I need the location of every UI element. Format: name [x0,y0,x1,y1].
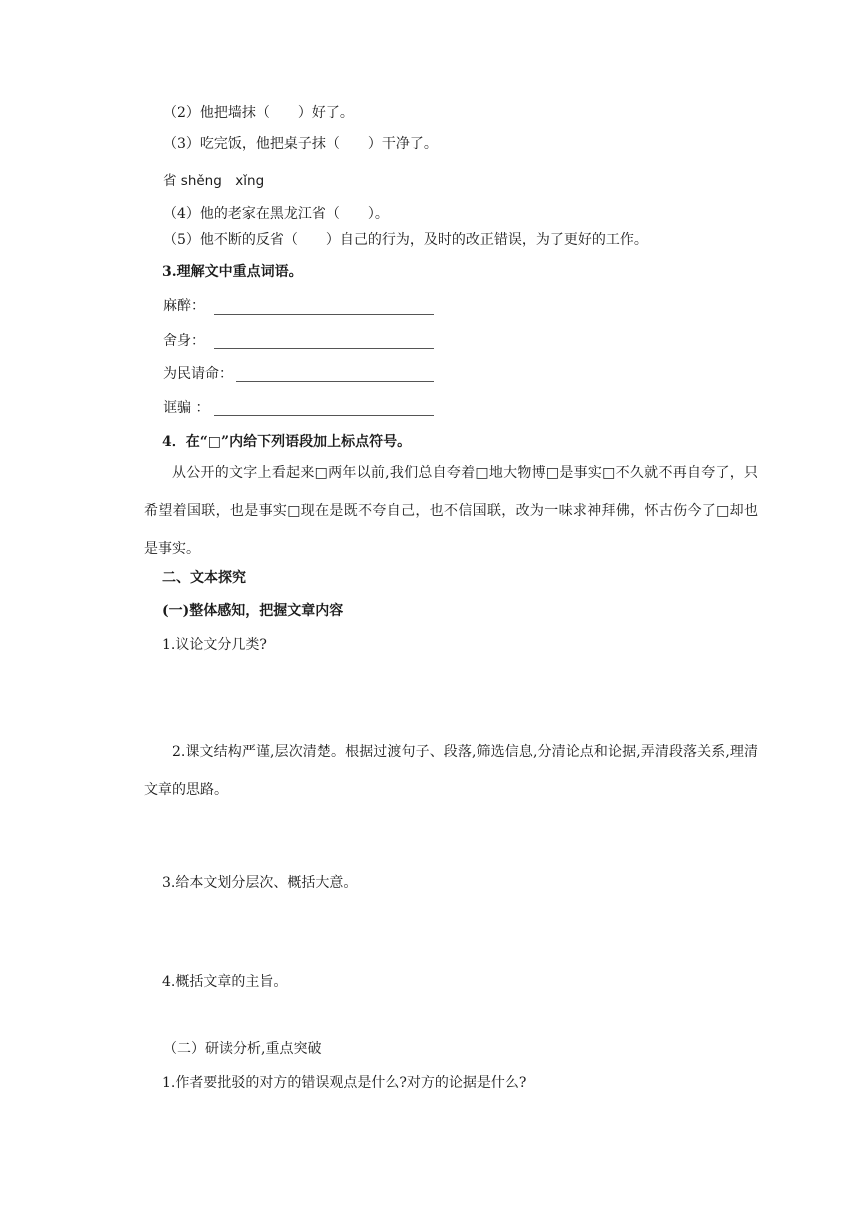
vocab-label-mazui: 麻醉： [163,298,205,314]
section3-title: 3.理解文中重点词语。 [162,264,303,280]
vocab-answer-line[interactable] [236,381,434,382]
pinyin-line: 省 shěng xǐng [163,173,265,189]
section4-title: 4．在“□”内给下列语段加上标点符号。 [162,434,412,450]
section4-passage: 从公开的文字上看起来□两年以前,我们总自夸着□地大物博□是事实□不久就不再自夸了，只希望着国联，也是事实□现在是既不夸自己，也不信国联，改为一味求神拜佛，怀古伤今了□却也是事实。 [144,465,758,557]
vocab-answer-line[interactable] [214,415,434,416]
part2-subtitle-2: （二）研读分析,重点突破 [163,1041,322,1057]
question-3: 3.给本文划分层次、概括大意。 [162,875,358,891]
vocab-label-kuangpian: 诓骗 ： [163,400,210,416]
part2-subtitle-1: (一)整体感知，把握文章内容 [162,603,344,619]
question-4: 4.概括文章的主旨。 [162,974,288,990]
question-1: 1.议论文分几类? [162,637,267,653]
fill-item-5: （5）他不断的反省（ ）自己的行为，及时的改正错误，为了更好的工作。 [163,232,648,248]
vocab-label-weiminqingming: 为民请命： [163,366,233,382]
question-2: 2.课文结构严谨,层次清楚。根据过渡句子、段落,筛选信息,分清论点和论据,弄清段落关系,理清文章的思路。 [144,744,758,798]
vocab-answer-line[interactable] [214,314,434,315]
vocab-label-sheshen: 舍身： [163,333,205,349]
part2-title: 二、文本探究 [162,570,246,586]
vocab-answer-line[interactable] [214,348,434,349]
fill-item-3: （3）吃完饭，他把桌子抹（ ）干净了。 [163,136,438,152]
fill-item-4: （4）他的老家在黑龙江省（ ）。 [163,206,389,222]
fill-item-2: （2）他把墙抹（ ）好了。 [163,105,354,121]
question-5: 1.作者要批驳的对方的错误观点是什么?对方的论据是什么? [162,1075,527,1091]
